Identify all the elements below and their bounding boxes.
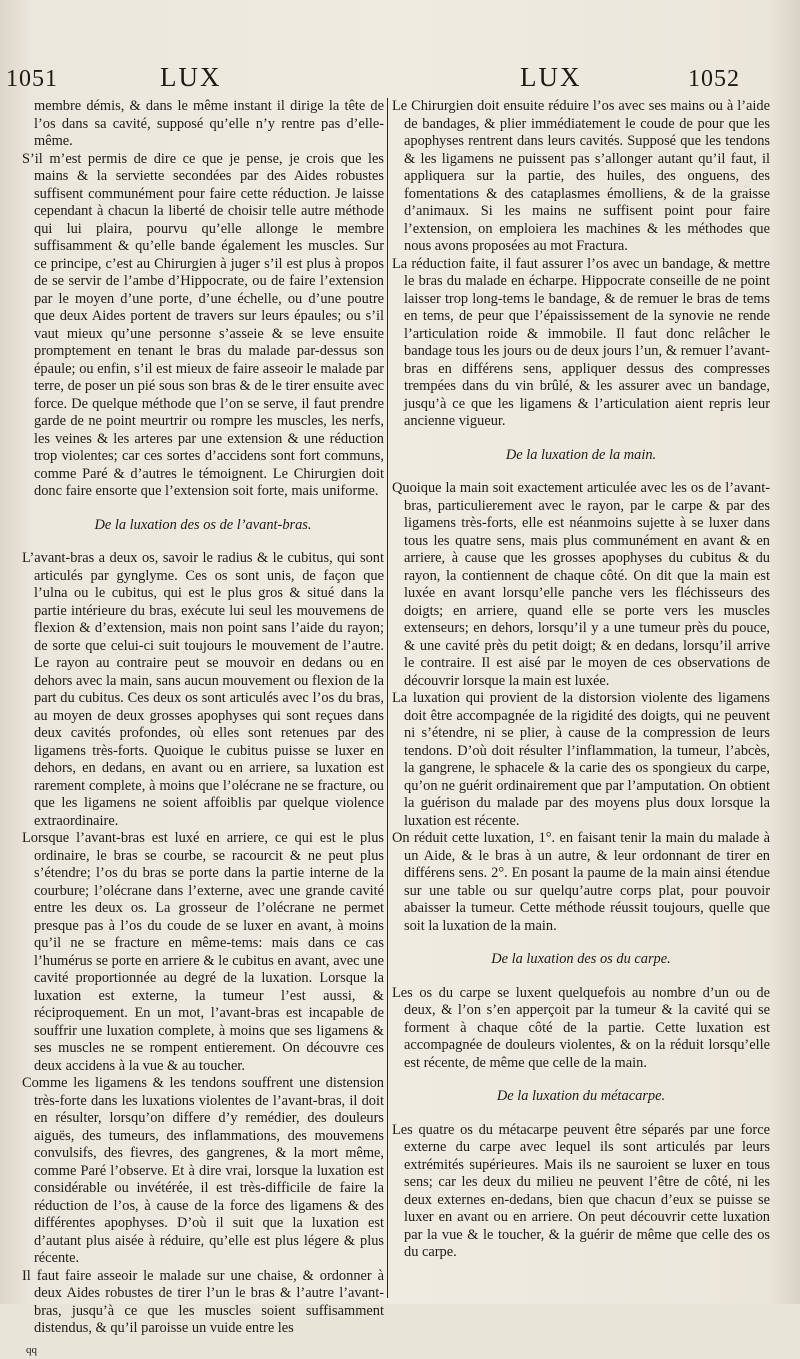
page-header xyxy=(0,62,800,98)
paragraph: L’avant-bras a deux os, savoir le radius & le cubitus, qui sont articulés par gynglyme. Ces os sont unis, de façon que l’ulna ou le cubitus, qui est le plus gros & situé dans la partie intérieure du bras, exécute lui seul les mouvemens de flexion & d’extension, mais non point sans l’aide du rayon; de sorte que celui-ci suit toujours le mouvement de l’autre. Le rayon au contraire peut se mouvoir en dedans ou en dehors avec la main, sans aucun mouvement ou flexion de la part du cubitus. Ces deux os sont articulés avec l’os du bras, au moyen de deux grosses apophyses qui sont reçues dans deux cavités profondes, où elles sont retenues par des ligamens très-forts. Quoique le cubitus puisse se luxer en dehors, en dedans, en avant ou en arriere, sa luxation est rarement complete, à moins que l’olécrane ne se fracture, ou que les ligamens ne soient affoiblis par quelque violence extraordinaire. xyxy=(22,550,384,830)
section-heading: De la luxation des os du carpe. xyxy=(392,951,770,969)
left-column xyxy=(22,98,384,1294)
paragraph: Comme les ligamens & les tendons souffrent une distension très-forte dans les luxations violentes de l’avant-bras, il doit en résulter, lorsqu’on differe d’y remédier, des douleurs aiguës, des tumeurs, des inflammations, des mouvemens convulsifs, des fievres, des gangrenes, & la mort même, comme Paré l’observe. Et à dire vrai, lorsque la luxation est considérable ou invétérée, il est très-difficile de faire la réduction de l’os, à cause de la force des ligamens & des différentes apophyses. D’où il suit que la luxation est d’autant plus aisée à réduire, qu’elle est plus légere & plus récente. xyxy=(22,1075,384,1268)
paragraph: Les quatre os du métacarpe peuvent être séparés par une force externe du carpe avec lequel ils sont articulés par leurs extrémités supérieures. Mais ils ne sauroient se luxer en tous sens; car les deux du milieu ne peuvent l’être de côté, ni les deux externes en-dedans, bien que chacun d’eux se puisse se luxer en avant ou en arriere. On peut découvrir cette luxation par la vue & le toucher, & la guérir de même que celle des os du carpe. xyxy=(392,1122,770,1262)
paragraph: membre démis, & dans le même instant il dirige la tête de l’os dans sa cavité, supposé qu’elle n’y rentre pas d’elle-même. xyxy=(22,98,384,151)
running-head-left: LUX xyxy=(160,62,222,93)
page-number-left: 1051 xyxy=(6,66,58,93)
paragraph: Quoique la main soit exactement articulée avec les os de l’avant-bras, particulierement avec le rayon, par le carpe & par des ligamens très-forts, elle est néanmoins sujette à se luxer dans tous les quatre sens, mais plus communément en avant & en arriere, à cause que les grosses apophyses du cubitus & du rayon, la contiennent de chaque côté. On dit que la main est luxée en avant lorsqu’elle panche vers les fléchisseurs des doigts; en arriere, quand elle se porte vers les muscles extenseurs; en dehors, lorsqu’il y a une tumeur près du pouce, & une cavité près du petit doigt; & en dedans, lorsqu’il arrive le contraire. Il est aisé par le moyen de ces observations de découvrir lorsque la main est luxée. xyxy=(392,480,770,690)
section-heading: De la luxation du métacarpe. xyxy=(392,1088,770,1106)
paragraph: La luxation qui provient de la distorsion violente des ligamens doit être accompagnée de la rigidité des doigts, qui ne peuvent ni s’étendre, ni se plier, à cause de la compression de leurs tendons. D’où doit résulter l’inflammation, la tumeur, l’abcès, la gangrene, le sphacele & la carie des os spongieux du carpe, qu’on ne guérit ordinairement que par l’amputation. On obtient la guérison du malade par des moyens plus doux lorsque la luxation est récente. xyxy=(392,690,770,830)
paragraph: S’il m’est permis de dire ce que je pense, je crois que les mains & la serviette secondées par des Aides robustes suffisent communément pour faire cette réduction. Je laisse cependant à chacun la liberté de choisir telle autre méthode qui lui plaira, pourvu qu’elle allonge le membre suffisamment & qu’elle bande également les muscles. Sur ce principe, c’est au Chirurgien à juger s’il est plus à propos de se servir de l’ambe d’Hippocrate, ou de faire l’extension par le moyen d’une porte, d’une échelle, ou d’une poutre que deux Aides portent de travers sur leurs épaules; ou s’il vaut mieux qu’une personne s’asseie & se leve ensuite promptement en tenant le bras du malade par-dessus son épaule; ou enfin, s’il est mieux de faire asseoir le malade par terre, de poser un pié sous son bras & de le tirer ensuite avec force. De quelque méthode que l’on se serve, il faut prendre garde de ne point meurtrir ou rompre les muscles, les nerfs, les veines & les arteres par une extension & une réduction trop violentes; car ces sortes d’accidens sont fort communs, comme Paré & d’autres le témoignent. Le Chirurgien doit donc faire ensorte que l’extension soit forte, mais uniforme. xyxy=(22,151,384,501)
section-heading: De la luxation de la main. xyxy=(392,447,770,465)
paragraph: Les os du carpe se luxent quelquefois au nombre d’un ou de deux, & l’on s’en apperçoit par la tumeur & la cavité qui se forment à chaque côté de la partie. Cette luxation est accompagnée de douleurs violentes, & on la réduit lorsqu’elle est récente, de même que celle de la main. xyxy=(392,985,770,1073)
paragraph: Il faut faire asseoir le malade sur une chaise, & ordonner à deux Aides robustes de tirer l’un le bras & l’autre l’avant-bras, jusqu’à ce que les muscles soient suffisamment distendus, & qu’il paroisse un vuide entre les xyxy=(22,1268,384,1338)
running-head-right: LUX xyxy=(520,62,582,93)
page-number-right: 1052 xyxy=(688,66,740,93)
section-heading: De la luxation des os de l’avant-bras. xyxy=(22,517,384,535)
paragraph: On réduit cette luxation, 1°. en faisant tenir la main du malade à un Aide, & le bras à un autre, & leur ordonnant de tirer en différens sens. 2°. En posant la paume de la main ainsi étendue sur une table ou sur quelqu’autre corps plat, pour pouvoir abaisser la tumeur. Cette méthode réussit toujours, quelle que soit la luxation de la main. xyxy=(392,830,770,935)
right-column xyxy=(392,98,770,1294)
paragraph: Lorsque l’avant-bras est luxé en arriere, ce qui est le plus ordinaire, le bras se courbe, se racourcit & ne peut plus s’étendre; l’os du bras se porte dans la partie interne de la courbure; l’olécrane dans l’externe, avec une grande cavité entre les deux os. La grosseur de l’olécrane ne permet presque pas à l’os du coude de se luxer en avant, à moins qu’il ne se fracture en même-tems: mais dans ce cas l’humérus se porte en arriere & le cubitus en avant, avec une cavité proportionnée au degré de la luxation. Lorsque la luxation est externe, la tumeur l’est aussi, & réciproquement. En un mot, l’avant-bras est incapable de souffrir une luxation complete, à moins que ses ligamens & ses muscles ne se rompent entierement. On découvre ces deux accidens à la vue & au toucher. xyxy=(22,830,384,1075)
paragraph: Le Chirurgien doit ensuite réduire l’os avec ses mains ou à l’aide de bandages, & plier immédiatement le coude de pour que les apophyses rentrent dans leurs cavités. Supposé que les tendons & les ligamens ne puissent pas s’allonger autant qu’il faut, il appliquera sur la partie, des huiles, des onguens, des fomentations & des cataplasmes émolliens, & de la graisse d’animaux. Si les mains ne suffisent point pour faire l’extension, on emploiera les machines & les méthodes que nous avons proposées au mot Fractura. xyxy=(392,98,770,256)
column-divider xyxy=(387,98,388,1298)
paragraph: La réduction faite, il faut assurer l’os avec un bandage, & mettre le bras du malade en écharpe. Hippocrate conseille de ne point laisser trop long-tems le bandage, & de remuer le bras de tems en tems, de peur que l’épaississement de la synovie ne rende l’articulation roide & immobile. Il faut donc relâcher le bandage tous les jours ou de deux jours l’un, & remuer l’avant-bras en différens sens, appliquer dessus des compresses trempées dans du vin brûlé, & les assurer avec un bandage, jusqu’à ce que les ligamens & l’articulation aient repris leur ancienne vigueur. xyxy=(392,256,770,431)
signature-mark: qq xyxy=(22,1342,384,1359)
